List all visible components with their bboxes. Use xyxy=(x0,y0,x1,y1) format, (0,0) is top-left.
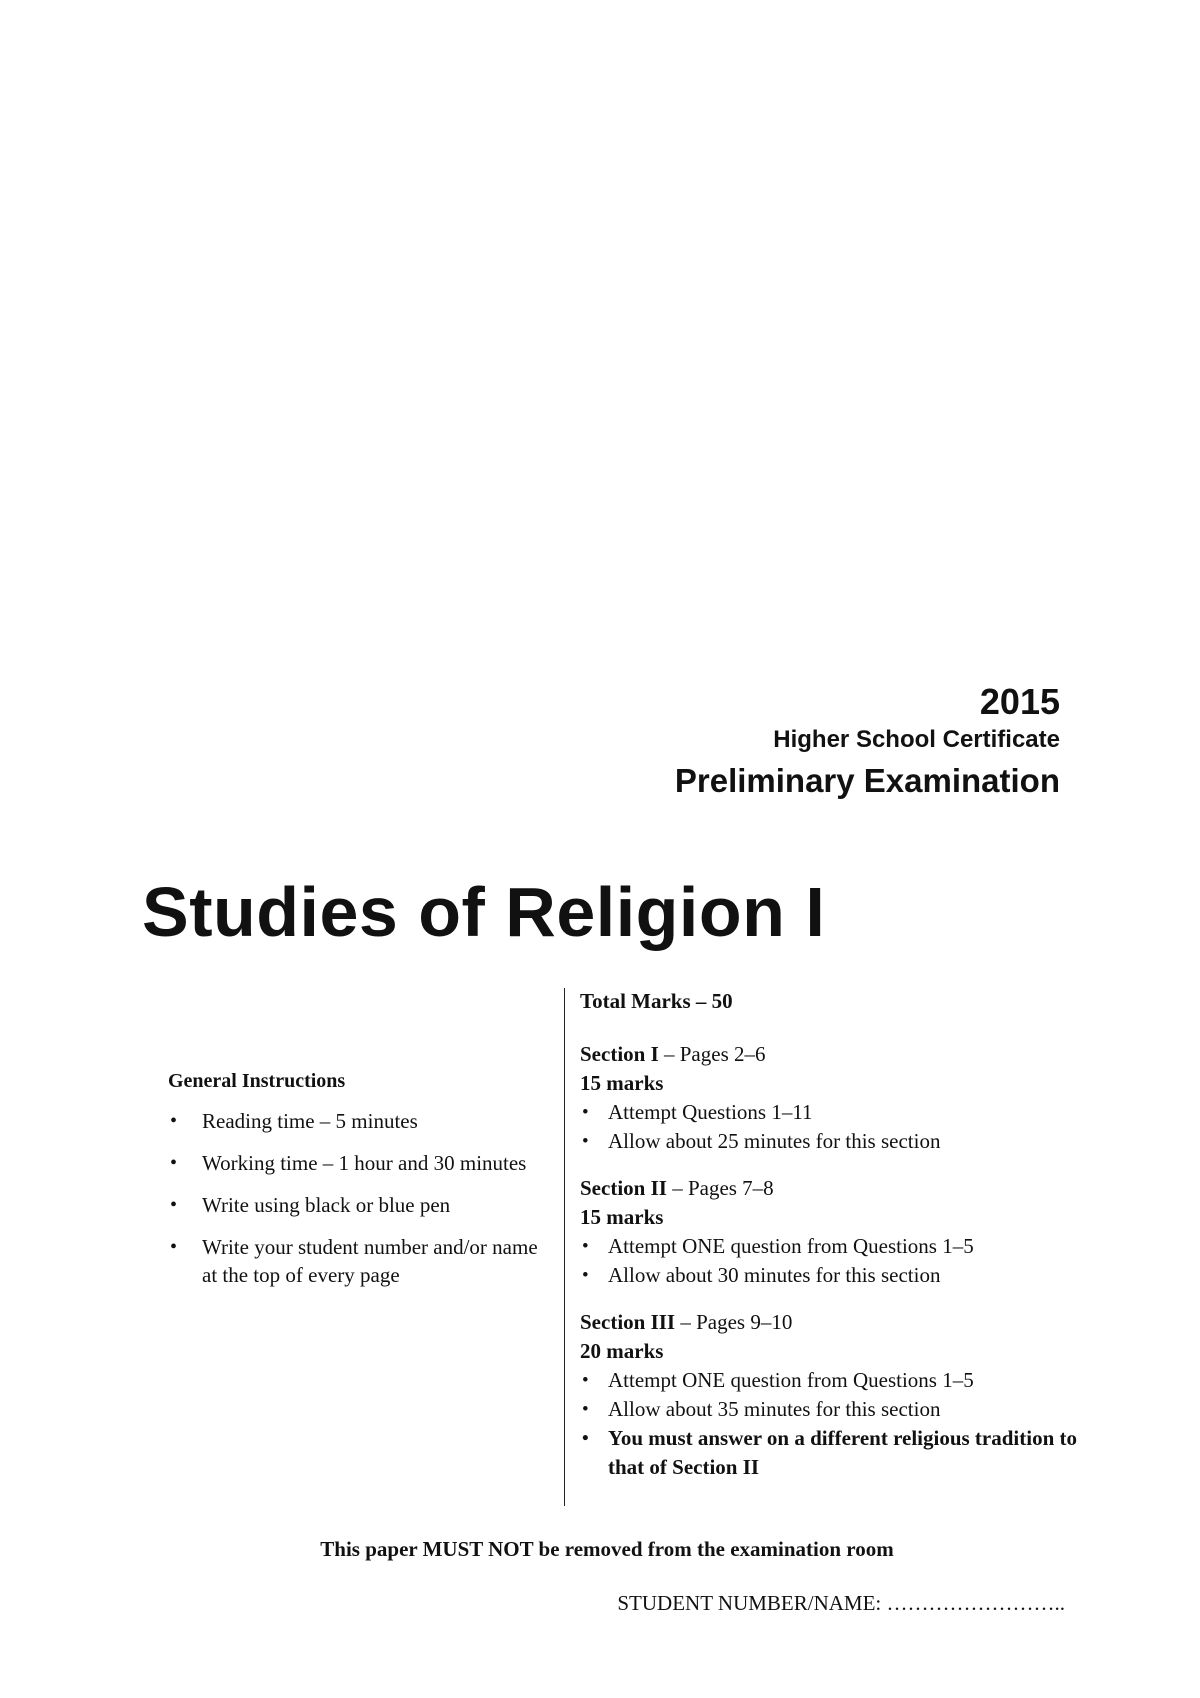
section-marks: 20 marks xyxy=(580,1339,664,1363)
instruction-item: • Write using black or blue pen xyxy=(168,1191,548,1219)
section-item: • Allow about 35 minutes for this section xyxy=(580,1395,1080,1424)
section-items xyxy=(580,1232,1080,1290)
removal-notice: This paper MUST NOT be removed from the examination room xyxy=(320,1537,894,1561)
section-item: • Attempt ONE question from Questions 1–5 xyxy=(580,1366,1080,1395)
section-title xyxy=(580,1308,1080,1337)
section-name: Section I xyxy=(580,1042,659,1066)
section-items xyxy=(580,1366,1080,1482)
section-marks: 15 marks xyxy=(580,1071,664,1095)
marks-overview xyxy=(580,986,1080,1500)
section-two xyxy=(580,1174,1080,1290)
certificate-name: Higher School Certificate xyxy=(773,726,1060,753)
section-one xyxy=(580,1040,1080,1156)
instruction-item: • Working time – 1 hour and 30 minutes xyxy=(168,1149,548,1177)
general-instructions-heading: General Instructions xyxy=(168,1070,346,1092)
exam-type: Preliminary Examination xyxy=(674,762,1060,799)
exam-header xyxy=(675,682,1060,804)
section-item: • Allow about 30 minutes for this section xyxy=(580,1261,1080,1290)
section-name: Section II xyxy=(580,1176,667,1200)
instruction-item: • Write your student number and/or name at the top of every page xyxy=(168,1233,548,1289)
general-instructions xyxy=(168,1070,548,1303)
section-emphasis-item: • You must answer on a different religious tradition to that of Section II xyxy=(580,1424,1080,1482)
section-title xyxy=(580,1040,1080,1069)
section-item: • Allow about 25 minutes for this section xyxy=(580,1127,1080,1156)
section-item: • Attempt ONE question from Questions 1–5 xyxy=(580,1232,1080,1261)
instruction-item: • Reading time – 5 minutes xyxy=(168,1107,548,1135)
section-item: • Attempt Questions 1–11 xyxy=(580,1098,1080,1127)
section-marks: 15 marks xyxy=(580,1205,664,1229)
column-divider xyxy=(564,988,565,1506)
general-instructions-list xyxy=(168,1107,548,1289)
section-name: Section III xyxy=(580,1310,676,1334)
student-number-field: STUDENT NUMBER/NAME: …………………….. xyxy=(617,1591,1065,1615)
section-pages: – Pages 2–6 xyxy=(658,1042,766,1066)
section-three xyxy=(580,1308,1080,1482)
total-marks: Total Marks – 50 xyxy=(580,989,733,1013)
section-pages: – Pages 9–10 xyxy=(675,1310,793,1334)
section-title xyxy=(580,1174,1080,1203)
section-pages: – Pages 7–8 xyxy=(666,1176,774,1200)
section-items xyxy=(580,1098,1080,1156)
exam-year: 2015 xyxy=(979,681,1060,722)
subject-title: Studies of Religion I xyxy=(142,873,826,951)
